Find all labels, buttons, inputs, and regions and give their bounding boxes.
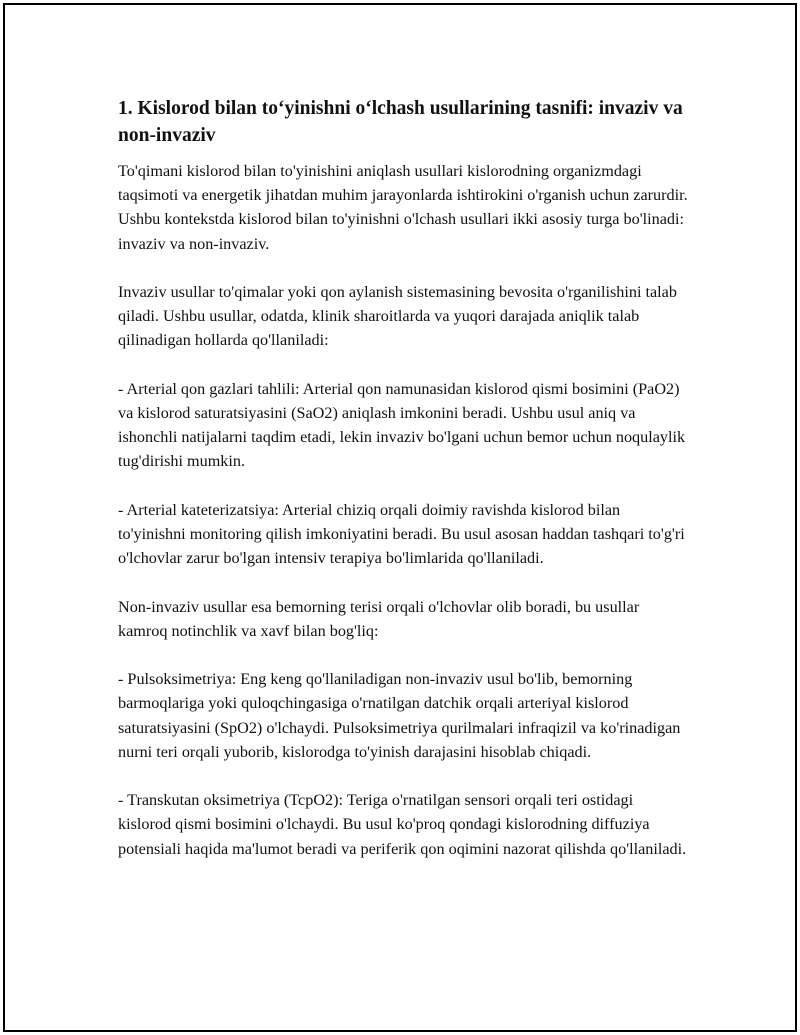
paragraph-pulse-oximetry: - Pulsoksimetriya: Eng keng qo'llaniladigan non-invaziv usul bo'lib, bemorning barmoqlariga yoki quloqchingasiga o'rnatilgan datchik orqali arteriyal kislorod saturatsiyasini (SpO2) o'lchaydi. Pulsoksimetriya qurilmalari infraqizil va ko'rinadigan nurni teri orqali yuborib, kislorodga to'yinish darajasini hisoblab chiqadi. (118, 670, 681, 761)
paragraph-invasive-intro: Invaziv usullar to'qimalar yoki qon aylanish sistemasining bevosita o'rganilishini talab qiladi. Ushbu usullar, odatda, klinik sharoitlarda va yuqori darajada aniqlik talab qilinadigan hollarda qo'llaniladi: (118, 283, 677, 350)
section-heading: 1. Kislorod bilan to‘yinishni o‘lchash usullarining tasnifi: invaziv va non-invaziv (118, 98, 683, 146)
document-body (118, 95, 688, 885)
paragraph-intro: To'qimani kislorod bilan to'yinishini aniqlash usullari kislorodning organizmdagi taqsimoti va energetik jihatdan muhim jarayonlarda ishtirokini o'rganish uchun zarurdir. Ushbu kontekstda kislorod bilan to'yinishni o'lchash usullari ikki asosiy turga bo'linadi: invaziv va non-invaziv. (118, 162, 688, 253)
paragraph-arterial-blood-gas: - Arterial qon gazlari tahlili: Arterial qon namunasidan kislorod qismi bosimini (PaO2) va kislorod saturatsiyasini (SaO2) aniqlash imkonini beradi. Ushbu usul aniq va ishonchli natijalarni taqdim etadi, lekin invaziv bo'lgani uchun bemor uchun noqulaylik tug'dirishi mumkin. (118, 379, 686, 471)
paragraph-arterial-catheterization: - Arterial kateterizatsiya: Arterial chiziq orqali doimiy ravishda kislorod bilan to'yinishni monitoring qilish imkoniyatini beradi. Bu usul asosan haddan tashqari to'g'ri o'lchovlar zarur bo'lgan intensiv terapiya bo'limlarida qo'llaniladi. (118, 500, 685, 568)
paragraph-noninvasive-intro: Non-invaziv usullar esa bemorning terisi orqali o'lchovlar olib boradi, bu usullar kamroq notinchlik va xavf bilan bog'liq: (118, 597, 640, 640)
paragraph-transcutaneous-oximetry: - Transkutan oksimetriya (TcpO2): Teriga o'rnatilgan sensori orqali teri ostidagi kislorod qismi bosimini o'lchaydi. Bu usul ko'proq qondagi kislorodning diffuziya potensiali haqida ma'lumot beradi va periferik qon oqimini nazorat qilishda qo'llaniladi. (118, 791, 687, 858)
